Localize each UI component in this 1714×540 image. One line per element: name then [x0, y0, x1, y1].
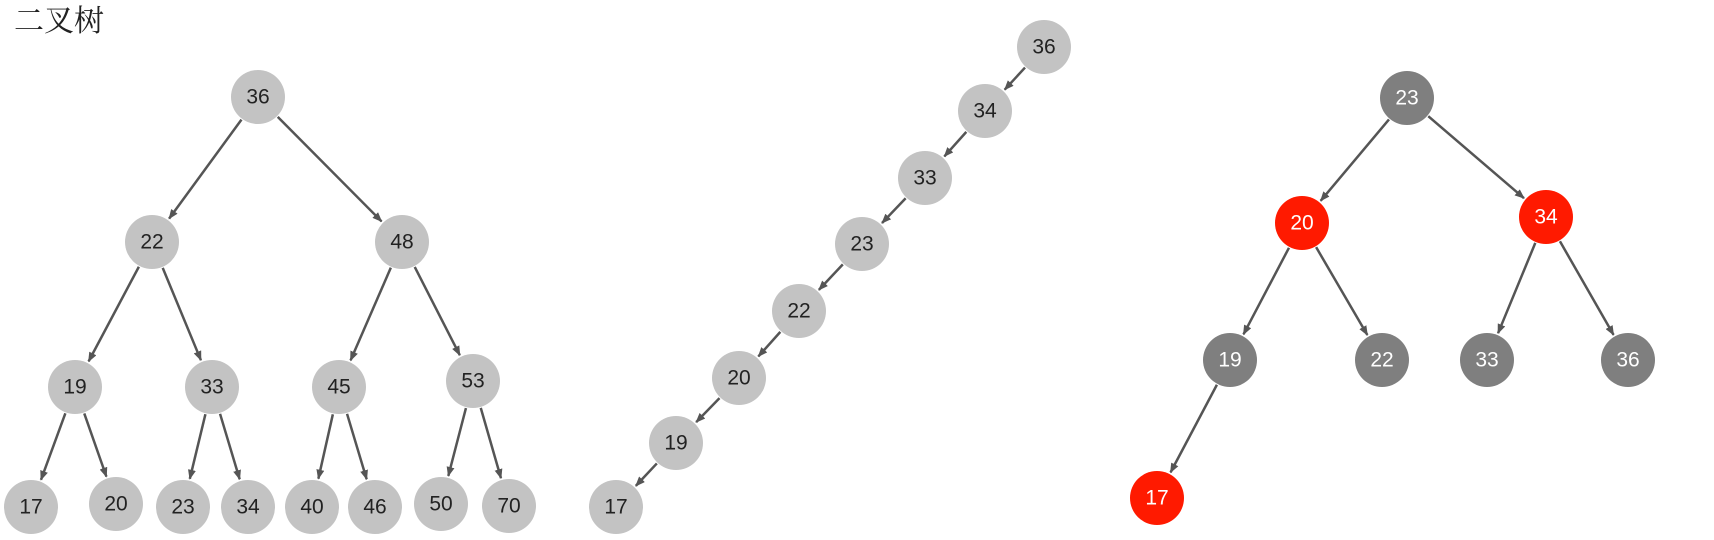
tree-node-33 [898, 151, 952, 205]
tree-node-19 [649, 416, 703, 470]
node-label: 19 [1218, 348, 1242, 372]
tree-edge-arrow [1005, 68, 1025, 90]
node-label: 36 [1616, 348, 1640, 372]
tree-edge-arrow [169, 120, 241, 219]
tree-edge-arrow [89, 267, 139, 362]
node-label: 45 [327, 375, 351, 399]
tree-edge-arrow [351, 268, 391, 361]
node-label: 50 [429, 492, 453, 516]
node-label: 23 [171, 495, 195, 519]
diagram-title: 二叉树 [14, 4, 104, 39]
node-label: 40 [300, 495, 324, 519]
tree-node-22 [772, 284, 826, 338]
node-label: 48 [390, 230, 414, 254]
tree-node-34 [958, 84, 1012, 138]
node-label: 33 [913, 166, 937, 190]
tree-edge-arrow [220, 414, 240, 479]
tree-node-22 [1355, 333, 1409, 387]
tree-edge-arrow [1498, 243, 1535, 333]
node-label: 23 [850, 232, 874, 256]
node-label: 33 [200, 375, 224, 399]
tree-node-20 [1275, 196, 1329, 250]
tree-node-19 [48, 360, 102, 414]
node-label: 22 [1370, 348, 1394, 372]
tree-node-45 [312, 360, 366, 414]
tree-edge-arrow [882, 198, 906, 223]
node-label: 20 [1290, 211, 1314, 235]
tree-node-23 [1380, 71, 1434, 125]
tree-edge-arrow [448, 408, 466, 476]
tree-node-40 [285, 480, 339, 534]
tree-edge-arrow [318, 414, 332, 478]
tree-edge-arrow [1316, 247, 1367, 335]
tree-node-20 [712, 351, 766, 405]
node-label: 34 [236, 495, 260, 519]
node-label: 33 [1475, 348, 1499, 372]
tree-edge-arrow [1560, 241, 1614, 335]
tree-node-23 [835, 217, 889, 271]
tree-edge-arrow [1321, 119, 1389, 200]
node-label: 46 [363, 495, 387, 519]
tree-node-17 [4, 480, 58, 534]
tree-edge-arrow [1243, 248, 1288, 335]
tree-edge-arrow [1171, 385, 1217, 473]
tree-node-23 [156, 480, 210, 534]
tree-node-20 [89, 477, 143, 531]
tree-edge-arrow [1428, 116, 1524, 198]
tree-edge-arrow [190, 414, 206, 479]
tree-edge-arrow [636, 463, 657, 485]
tree-edge-arrow [347, 414, 367, 479]
tree-node-50 [414, 477, 468, 531]
tree-node-53 [446, 354, 500, 408]
tree-node-33 [1460, 333, 1514, 387]
tree-node-36 [1601, 333, 1655, 387]
tree-node-70 [482, 479, 536, 533]
node-label: 70 [497, 494, 521, 518]
tree-edge-arrow [758, 332, 780, 357]
tree-edge-arrow [163, 268, 201, 360]
tree-node-34 [221, 480, 275, 534]
node-label: 17 [604, 495, 628, 519]
node-label: 36 [1032, 35, 1056, 59]
tree-edge-arrow [41, 413, 65, 479]
tree-edge-arrow [696, 398, 719, 422]
tree-edge-arrow [481, 408, 501, 478]
node-label: 17 [1145, 486, 1169, 510]
node-label: 17 [19, 495, 43, 519]
tree-edge-arrow [415, 267, 460, 355]
tree-node-34 [1519, 190, 1573, 244]
tree-node-33 [185, 360, 239, 414]
tree-node-36 [231, 70, 285, 124]
tree-node-22 [125, 215, 179, 269]
tree-node-36 [1017, 20, 1071, 74]
tree-node-46 [348, 480, 402, 534]
tree-edge-arrow [84, 413, 106, 476]
tree-node-17 [589, 480, 643, 534]
tree-edge-arrow [944, 132, 966, 157]
tree-node-17 [1130, 471, 1184, 525]
edges-layer [41, 68, 1614, 486]
node-label: 20 [104, 492, 128, 516]
tree-edge-arrow [819, 264, 843, 289]
node-label: 23 [1395, 86, 1419, 110]
node-label: 22 [787, 299, 811, 323]
tree-node-48 [375, 215, 429, 269]
node-label: 19 [63, 375, 87, 399]
node-label: 53 [461, 369, 485, 393]
node-label: 36 [246, 85, 270, 109]
tree-node-19 [1203, 333, 1257, 387]
node-label: 19 [664, 431, 688, 455]
node-label: 34 [973, 99, 997, 123]
node-label: 34 [1534, 205, 1558, 229]
node-label: 20 [727, 366, 751, 390]
node-label: 22 [140, 230, 164, 254]
tree-edge-arrow [278, 117, 382, 222]
